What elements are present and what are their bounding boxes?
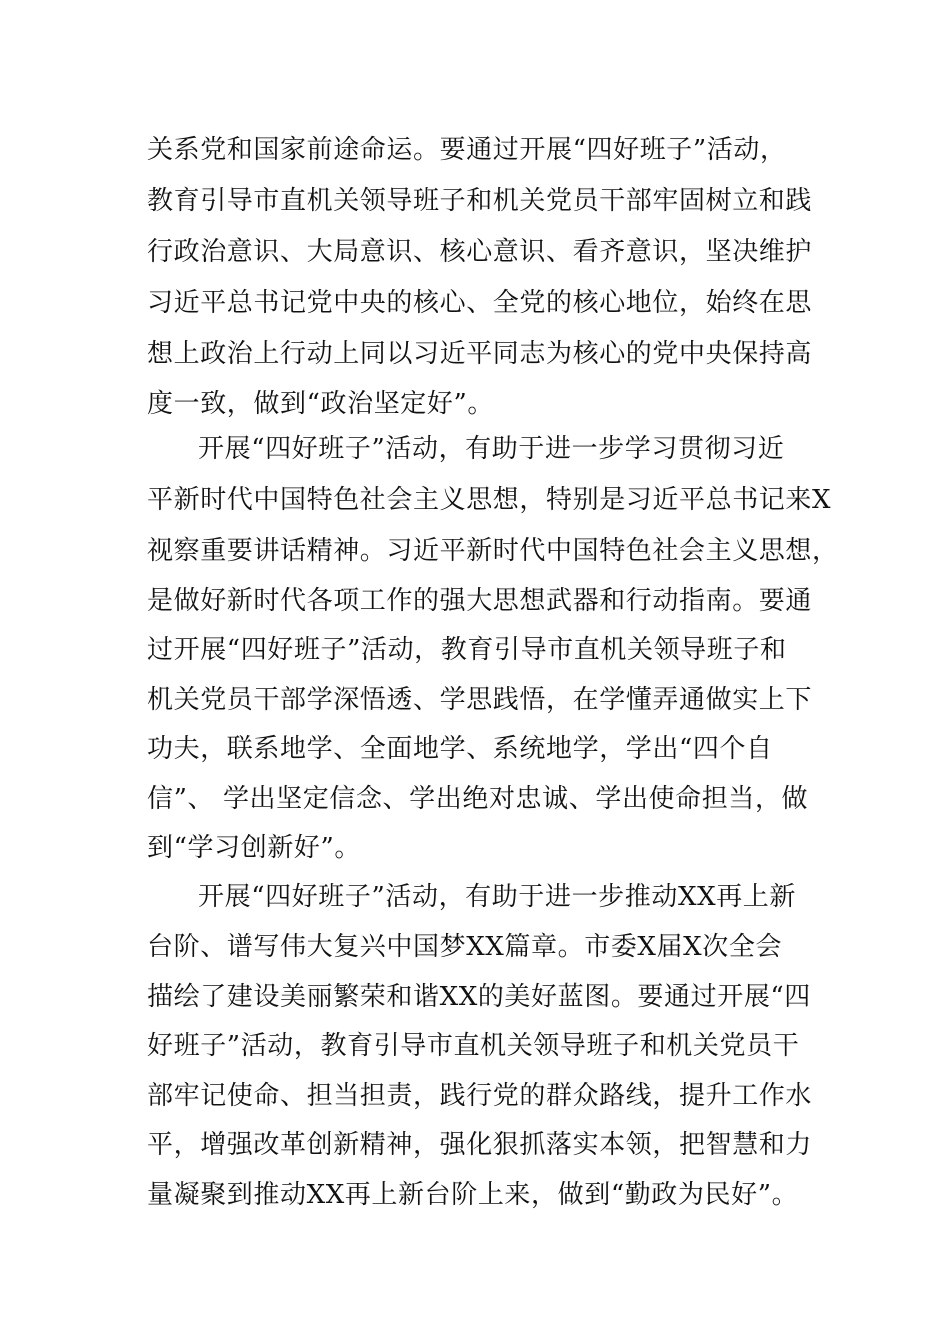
text-line: 量凝聚到推动XX再上新台阶上来，做到“勤政为民好”。 xyxy=(147,1180,799,1210)
text-line: 教育引导市直机关领导班子和机关党员干部牢固树立和践 xyxy=(147,186,813,216)
text-line: 到“学习创新好”。 xyxy=(147,833,361,863)
text-line: 功夫，联系地学、全面地学、系统地学，学出“四个自 xyxy=(147,734,773,764)
text-line: 习近平总书记党中央的核心、全党的核心地位，始终在思 xyxy=(147,288,813,318)
text-line: 过开展“四好班子”活动，教育引导市直机关领导班子和 xyxy=(147,635,787,665)
text-line: 描绘了建设美丽繁荣和谐XX的美好蓝图。要通过开展“四 xyxy=(147,982,811,1012)
text-line: 想上政治上行动上同以习近平同志为核心的党中央保持高 xyxy=(147,339,813,369)
text-line: 台阶、谱写伟大复兴中国梦XX篇章。市委X届X次全会 xyxy=(147,932,783,962)
text-line: 视察重要讲话精神。习近平新时代中国特色社会主义思想， xyxy=(147,536,839,566)
text-line: 机关党员干部学深悟透、学思践悟，在学懂弄通做实上下 xyxy=(147,685,813,715)
paragraph-first-line: 开展“四好班子”活动，有助于进一步学习贯彻习近 xyxy=(198,434,785,464)
text-line: 信”、 学出坚定信念、学出绝对忠诚、学出使命担当，做 xyxy=(147,784,809,814)
text-line: 是做好新时代各项工作的强大思想武器和行动指南。要通 xyxy=(147,586,813,616)
paragraph-first-line: 开展“四好班子”活动，有助于进一步推动XX再上新 xyxy=(198,882,797,912)
text-line: 平，增强改革创新精神，强化狠抓落实本领，把智慧和力 xyxy=(147,1130,813,1160)
text-line: 度一致，做到“政治坚定好”。 xyxy=(147,389,494,419)
text-line: 部牢记使命、担当担责，践行党的群众路线，提升工作水 xyxy=(147,1081,813,1111)
text-line: 行政治意识、大局意识、核心意识、看齐意识，坚决维护 xyxy=(147,237,813,267)
text-line: 关系党和国家前途命运。要通过开展“四好班子”活动， xyxy=(147,135,787,165)
text-line: 平新时代中国特色社会主义思想，特别是习近平总书记来X xyxy=(147,485,832,515)
text-line: 好班子”活动，教育引导市直机关领导班子和机关党员干 xyxy=(147,1031,800,1061)
